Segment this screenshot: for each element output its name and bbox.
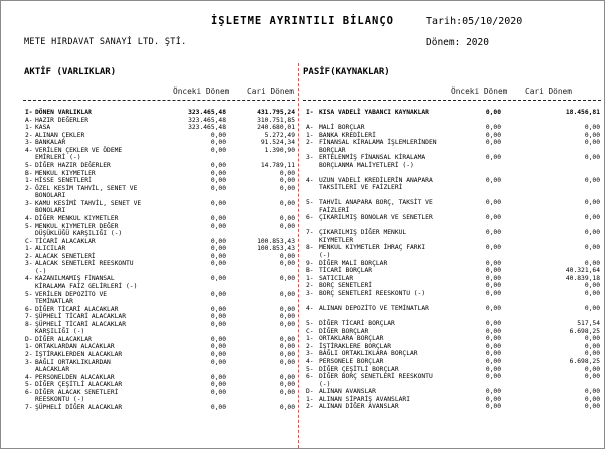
row-label: ÖZEL KESİM TAHVİL, SENET VE BONOLARI — [35, 184, 138, 200]
row-previous-value: 0,00 — [485, 289, 501, 297]
row-label: BANKA KREDİLERİ — [319, 131, 376, 139]
row-code: 4- — [25, 373, 33, 381]
row-previous-value: 0,00 — [210, 222, 226, 230]
row-code: 5- — [25, 162, 33, 170]
row-previous-value: 0,00 — [210, 252, 226, 260]
row-previous-value: 0,00 — [210, 237, 226, 245]
row-label: ALINAN DEPOZİTO VE TEMİNATLAR — [319, 304, 429, 312]
row-code: 6- — [306, 214, 314, 222]
row-current-value: 0,00 — [584, 304, 600, 312]
row-previous-value: 0,00 — [210, 335, 226, 343]
row-label: PERSONELDEN ALACAKLAR — [35, 373, 115, 381]
row-current-value: 14.789,11 — [260, 162, 295, 170]
row-previous-value: 0,00 — [485, 350, 501, 358]
row-code: 2- — [306, 342, 314, 350]
row-label: ALINAN ÇEKLER — [35, 131, 85, 139]
row-code: 9- — [306, 259, 314, 267]
row-code: 4- — [306, 176, 314, 184]
row-code: 1- — [306, 131, 314, 139]
row-label: HAZIR DEĞERLER — [35, 116, 89, 124]
row-previous-value: 0,00 — [210, 358, 226, 366]
row-label: ALACAK SENETLERİ REESKONTU (-) — [35, 260, 134, 275]
row-code: 4- — [25, 214, 33, 222]
row-label: ŞÜPHELİ DİĞER ALACAKLAR — [35, 403, 123, 411]
row-code: A- — [306, 124, 314, 132]
row-label: DİĞER MALİ BORÇLAR — [319, 259, 388, 267]
row-label: MENKUL KIYMETLER — [35, 169, 96, 177]
row-code: 6- — [25, 388, 33, 396]
row-previous-value: 0,00 — [485, 131, 501, 139]
row-current-value: 517,54 — [577, 320, 600, 327]
row-label: BANKALAR — [35, 139, 66, 147]
date-value: 05/10/2020 — [462, 16, 523, 27]
row-code: 2- — [25, 184, 33, 192]
row-previous-value: 0,00 — [210, 343, 226, 351]
row-label: TAHVİL ANAPARA BORÇ, TAKSİT VE FAİZLERİ — [319, 199, 433, 214]
row-label: DİĞER TİCARİ ALACAKLAR — [35, 305, 119, 313]
row-code: A- — [25, 116, 33, 124]
row-current-value: 0,00 — [279, 320, 295, 328]
row-label: ALICILAR — [35, 245, 66, 253]
row-previous-value: 0,00 — [210, 305, 226, 313]
row-previous-value: 0,00 — [485, 176, 501, 184]
row-previous-value: 0,00 — [485, 214, 501, 222]
row-code: 6- — [306, 373, 314, 381]
row-previous-value: 0,00 — [210, 214, 226, 222]
row-current-value: 0,00 — [584, 259, 600, 267]
row-code: B- — [306, 267, 314, 275]
row-previous-value: 0,00 — [485, 199, 501, 207]
report-title: İŞLETME AYRINTILI BİLANÇO — [210, 15, 395, 27]
row-label: VERİLEN ÇEKLER VE ÖDEME EMİRLERİ (-) — [35, 147, 123, 162]
row-previous-value: 0,00 — [485, 373, 501, 381]
row-label: DİĞER TİCARİ BORÇLAR — [319, 320, 395, 327]
row-code: 3- — [306, 350, 314, 358]
row-previous-value: 323.465,48 — [188, 116, 226, 124]
row-current-value: 0,00 — [279, 252, 295, 260]
row-current-value: 0,00 — [279, 275, 295, 283]
row-label: MENKUL KIYMETLER İHRAÇ FARKI (-) — [319, 244, 426, 259]
row-previous-value: 0,00 — [485, 124, 501, 132]
row-current-value: 0,00 — [584, 139, 600, 147]
row-code: 2- — [306, 403, 314, 411]
row-code: 2- — [306, 282, 314, 290]
row-code: 1- — [306, 395, 314, 403]
row-previous-value: 0,00 — [210, 373, 226, 381]
row-current-value: 0,00 — [584, 214, 600, 222]
row-current-value: 0,00 — [584, 350, 600, 358]
row-current-value: 0,00 — [584, 282, 600, 290]
row-code: 7- — [306, 229, 314, 237]
report-date — [426, 16, 522, 27]
row-label: BORÇ SENETLERİ REESKONTU (-) — [319, 289, 426, 297]
row-code: C- — [306, 327, 314, 335]
row-current-value: 100.853,43 — [257, 245, 295, 253]
row-label: DİĞER ALACAKLAR — [35, 335, 92, 343]
assets-previous-period-header: Önceki Dönem — [173, 87, 230, 96]
row-code: 1- — [25, 343, 33, 351]
row-code: 1- — [306, 274, 314, 282]
row-current-value: 0,00 — [279, 305, 295, 313]
row-label: DİĞER BORÇ SENETLERİ REESKONTU (-) — [319, 373, 433, 388]
row-label: DİĞER BORÇLAR — [319, 327, 369, 335]
row-previous-value: 0,00 — [210, 199, 226, 207]
row-code: 1- — [25, 245, 33, 253]
row-current-value: 0,00 — [279, 403, 295, 411]
row-label: İŞTİRAKLERDEN ALACAKLAR — [35, 351, 123, 358]
row-previous-value: 0,00 — [210, 313, 226, 321]
row-previous-value: 0,00 — [485, 365, 501, 373]
row-current-value: 0,00 — [279, 222, 295, 230]
row-label: ORTAKLARA BORÇLAR — [319, 335, 384, 343]
row-previous-value: 0,00 — [485, 304, 501, 312]
row-label: VERİLEN DEPOZİTO VE TEMİNATLAR — [35, 290, 108, 305]
assets-current-period-header: Cari Dönem — [247, 87, 294, 96]
row-code: 8- — [25, 320, 33, 328]
row-code: 8- — [306, 244, 314, 252]
row-current-value: 0,00 — [584, 289, 600, 297]
row-code: I- — [25, 109, 33, 116]
row-label: KISA VADELİ YABANCI KAYNAKLAR — [319, 109, 429, 116]
row-current-value: 0,00 — [584, 176, 600, 184]
row-code: 2- — [306, 139, 314, 147]
row-label: ALINAN DİĞER AVANSLAR — [319, 403, 399, 411]
row-previous-value: 0,00 — [210, 169, 226, 177]
row-previous-value: 0,00 — [210, 162, 226, 170]
company-name: METE HIRDAVAT SANAYİ LTD. ŞTİ. — [24, 37, 187, 47]
period-value: 2020 — [466, 37, 489, 48]
row-code: 3- — [25, 358, 33, 366]
column-separator — [298, 63, 299, 449]
row-current-value: 0,00 — [584, 229, 600, 237]
row-label: UZUN VADELİ KREDİLERİN ANAPARA TAKSİTLERİ VE FAİZLERİ — [319, 176, 433, 192]
row-code: D- — [25, 335, 33, 343]
row-label: ÇIKARILMIŞ DİĞER MENKUL KIYMETLER — [319, 229, 407, 244]
row-previous-value: 0,00 — [210, 131, 226, 139]
row-previous-value: 323.465,48 — [188, 124, 226, 132]
assets-header-divider — [23, 100, 295, 101]
row-code: 5- — [25, 290, 33, 298]
row-code: B- — [25, 169, 33, 177]
row-previous-value: 0,00 — [210, 139, 226, 147]
row-previous-value: 0,00 — [210, 351, 226, 358]
row-current-value: 0,00 — [279, 351, 295, 358]
row-code: 7- — [25, 403, 33, 411]
row-code: 3- — [306, 289, 314, 297]
row-code: 3- — [25, 260, 33, 268]
row-code: 1- — [25, 124, 33, 132]
row-current-value: 0,00 — [584, 124, 600, 132]
row-label: ERTELENMİŞ FİNANSAL KİRALAMA BORÇLANMA MALİYETLERİ (-) — [319, 154, 426, 169]
row-previous-value: 0,00 — [485, 327, 501, 335]
row-current-value: 0,00 — [584, 365, 600, 373]
row-previous-value: 0,00 — [210, 177, 226, 185]
row-current-value: 5.272,49 — [264, 131, 295, 139]
row-current-value: 0,00 — [279, 358, 295, 366]
liabilities-previous-period-header: Önceki Dönem — [451, 87, 508, 96]
liabilities-header-divider — [303, 100, 601, 101]
row-label: DİĞER MENKUL KIYMETLER — [35, 214, 119, 222]
row-previous-value: 0,00 — [485, 109, 501, 116]
row-code: C- — [25, 237, 33, 245]
row-previous-value: 0,00 — [485, 403, 501, 411]
row-previous-value: 0,00 — [485, 358, 501, 365]
row-previous-value: 0,00 — [485, 388, 501, 396]
row-current-value: 0,00 — [279, 169, 295, 177]
row-previous-value: 0,00 — [210, 275, 226, 283]
row-label: KASA — [35, 124, 51, 132]
row-current-value: 91.524,34 — [260, 139, 295, 147]
row-current-value: 0,00 — [279, 381, 295, 389]
row-code: 6- — [25, 305, 33, 313]
row-current-value: 0,00 — [279, 388, 295, 396]
liabilities-current-period-header: Cari Dönem — [525, 87, 572, 96]
row-label: ALINAN SİPARİŞ AVANSLARI — [319, 395, 410, 403]
row-label: HİSSE SENETLERİ — [35, 177, 92, 185]
row-code: 4- — [25, 147, 33, 154]
report-period — [426, 37, 489, 48]
row-code: I- — [306, 109, 314, 116]
row-label: KAMU KESİMİ TAHVİL, SENET VE BONOLARI — [35, 199, 142, 215]
row-current-value: 0,00 — [279, 199, 295, 207]
row-label: BAĞLI ORTAKLIKLARDAN ALACAKLAR — [35, 358, 111, 373]
row-current-value: 0,00 — [279, 290, 295, 298]
row-current-value: 0,00 — [279, 373, 295, 381]
row-current-value: 0,00 — [279, 313, 295, 321]
row-previous-value: 323.465,48 — [188, 109, 226, 116]
row-current-value: 6.698,25 — [569, 327, 600, 335]
row-label: DÖNEN VARLIKLAR — [35, 109, 92, 116]
row-previous-value: 0,00 — [485, 274, 501, 282]
row-previous-value: 0,00 — [485, 335, 501, 343]
row-code: 1- — [25, 177, 33, 185]
row-current-value: 431.795,24 — [257, 109, 295, 116]
row-current-value: 0,00 — [584, 342, 600, 350]
row-code: 4- — [25, 275, 33, 283]
row-previous-value: 0,00 — [485, 395, 501, 403]
row-current-value: 0,00 — [584, 154, 600, 162]
row-previous-value: 0,00 — [485, 282, 501, 290]
row-previous-value: 0,00 — [210, 260, 226, 268]
row-code: 5- — [306, 320, 314, 327]
row-current-value: 40.321,64 — [565, 267, 600, 275]
row-current-value: 310.751,85 — [257, 116, 295, 124]
row-label: PERSONELE BORÇLAR — [319, 358, 384, 365]
row-current-value: 0,00 — [279, 184, 295, 192]
row-label: MENKUL KIYMETLER DEĞER DÜŞÜKLÜĞÜ KARŞILIĞI (-) — [35, 222, 123, 237]
row-current-value: 0,00 — [584, 373, 600, 381]
row-current-value: 40.839,18 — [565, 274, 600, 282]
row-current-value: 6.698,25 — [569, 358, 600, 365]
row-current-value: 0,00 — [584, 335, 600, 343]
row-current-value: 240.680,01 — [257, 124, 295, 132]
row-current-value: 0,00 — [584, 403, 600, 411]
row-current-value: 0,00 — [584, 131, 600, 139]
row-previous-value: 0,00 — [210, 147, 226, 154]
row-previous-value: 0,00 — [210, 381, 226, 389]
row-label: MALİ BORÇLAR — [319, 124, 365, 132]
row-previous-value: 0,00 — [485, 320, 501, 327]
row-current-value: 0,00 — [584, 388, 600, 396]
row-previous-value: 0,00 — [210, 290, 226, 298]
row-current-value: 100.853,43 — [257, 237, 295, 245]
row-current-value: 0,00 — [279, 335, 295, 343]
row-label: TİCARİ ALACAKLAR — [35, 237, 96, 245]
row-code: 4- — [306, 358, 314, 365]
liabilities-section-title: PASİF(KAYNAKLAR) — [303, 67, 390, 77]
period-label: Dönem: — [426, 37, 461, 48]
row-previous-value: 0,00 — [485, 244, 501, 252]
date-label: Tarih: — [426, 16, 463, 27]
row-current-value: 0,00 — [584, 199, 600, 207]
row-label: KAZANILMAMIŞ FİNANSAL KİRALAMA FAİZ GELİRLERİ (-) — [35, 275, 138, 290]
row-label: ORTAKLARDAN ALACAKLAR — [35, 343, 115, 351]
assets-section-title: AKTİF (VARLIKLAR) — [24, 67, 117, 77]
row-previous-value: 0,00 — [210, 184, 226, 192]
row-current-value: 0,00 — [279, 343, 295, 351]
row-label: BORÇ SENETLERİ — [319, 282, 373, 290]
row-label: ALACAK SENETLERİ — [35, 252, 96, 260]
row-label: DİĞER HAZIR DEĞERLER — [35, 162, 111, 170]
row-label: DİĞER ALACAK SENETLERİ REESKONTU (-) — [35, 388, 119, 404]
row-previous-value: 0,00 — [485, 342, 501, 350]
row-previous-value: 0,00 — [210, 388, 226, 396]
row-previous-value: 0,00 — [210, 320, 226, 328]
row-label: ŞÜPHELİ TİCARİ ALACAKLAR KARŞILIĞI (-) — [35, 320, 126, 336]
row-current-value: 0,00 — [279, 214, 295, 222]
row-label: BAĞLI ORTAKLIKLARA BORÇLAR — [319, 350, 418, 358]
row-previous-value: 0,00 — [485, 139, 501, 147]
row-previous-value: 0,00 — [210, 245, 226, 253]
row-label: FİNANSAL KİRALAMA İŞLEMLERİNDEN BORÇLAR — [319, 139, 437, 154]
row-previous-value: 0,00 — [485, 154, 501, 162]
row-current-value: 1.390,90 — [264, 147, 295, 154]
row-label: ÇIKARILMIŞ BONOLAR VE SENETLER — [319, 214, 433, 222]
row-code: 5- — [306, 199, 314, 207]
row-previous-value: 0,00 — [485, 259, 501, 267]
row-label: SATICILAR — [319, 274, 354, 282]
row-code: 5- — [25, 222, 33, 230]
row-code: 1- — [306, 335, 314, 343]
row-code: 3- — [25, 139, 33, 147]
row-current-value: 0,00 — [584, 395, 600, 403]
row-label: DİĞER ÇEŞİTLİ ALACAKLAR — [35, 381, 123, 389]
row-code: 2- — [25, 351, 33, 358]
row-code: 7- — [25, 313, 33, 321]
row-label: TİCARİ BORÇLAR — [319, 267, 373, 275]
row-code: 3- — [25, 199, 33, 207]
row-current-value: 0,00 — [584, 244, 600, 252]
row-code: 4- — [306, 304, 314, 312]
row-code: D- — [306, 388, 314, 396]
row-label: ŞÜPHELİ TİCARİ ALACAKLAR — [35, 313, 126, 321]
row-code: 5- — [306, 365, 314, 373]
row-label: İŞTİRAKLERE BORÇLAR — [319, 342, 392, 350]
row-previous-value: 0,00 — [485, 267, 501, 275]
row-previous-value: 0,00 — [210, 403, 226, 411]
row-label: ALINAN AVANSLAR — [319, 388, 376, 396]
row-code: 2- — [25, 252, 33, 260]
row-label: DİĞER ÇEŞİTLİ BORÇLAR — [319, 365, 399, 373]
row-previous-value: 0,00 — [485, 229, 501, 237]
row-current-value: 18.456,81 — [565, 109, 600, 116]
row-current-value: 0,00 — [279, 260, 295, 268]
row-code: 5- — [25, 381, 33, 389]
row-code: 3- — [306, 154, 314, 162]
row-code: 2- — [25, 131, 33, 139]
row-current-value: 0,00 — [279, 177, 295, 185]
